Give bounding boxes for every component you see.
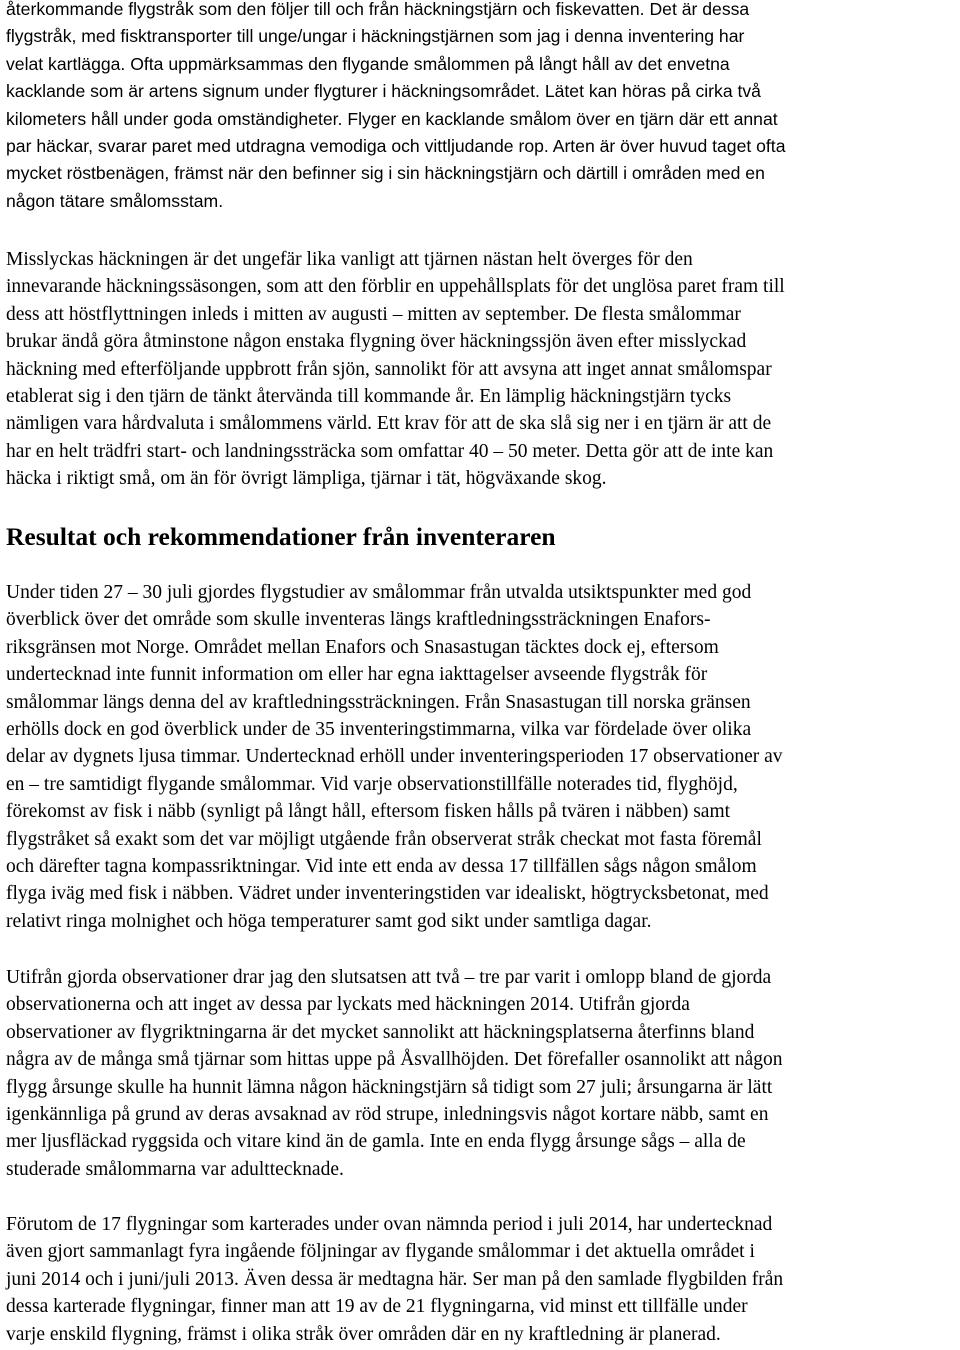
section-heading: Resultat och rekommendationer från inventeraren [6,522,556,551]
text-line: häckning med efterföljande uppbrott från sjön, sannolikt för att avsyna att inget annat smålomspar [6,358,772,380]
text-line: brukar ändå göra åtminstone någon enstaka flygning över häckningssjön även efter misslyckad [6,331,747,353]
text-line: mer ljusfläckad ryggsida och vitare kind än de gamla. Inte en enda flygg årsunge sågs – alla de [6,1131,746,1153]
text-line: en – tre samtidigt flygande smålommar. Vid varje observationstillfälle noterades tid, flyghöjd, [6,773,738,795]
text-line: och därefter tagna kompassriktningar. Vid inte ett enda av dessa 17 tillfällen sågs någon smålom [6,856,757,878]
text-line: smålommar längs denna del av kraftledningssträckningen. Från Snasastugan till norska gränsen [6,691,751,713]
text-line: har en helt trädfri start- och landningssträcka som omfattar 40 – 50 meter. Detta gör att de inte kan [6,440,774,462]
text-line: flygstråket så exakt som det var möjligt utgående från observerat stråk checkat mot fasta föremål [6,828,762,850]
text-line: kacklande som är artens signum under flygturer i häckningsområdet. Lätet kan höras på cirka två [6,81,761,102]
text-line: nämligen vara hårdvaluta i smålommens värld. Ett krav för att de ska slå sig ner i en tjärn är att de [6,413,772,435]
text-line: observationerna och att inget av dessa par lyckats med häckningen 2014. Utifrån gjorda [6,994,690,1016]
text-line: mycket röstbenägen, främst när den befinner sig i sin häckningstjärn och därtill i områden med en [6,163,765,184]
text-line: någon tätare smålomsstam. [6,190,224,211]
text-line: Förutom de 17 flygningar som karterades under ovan nämnda period i juli 2014, har undertecknad [6,1214,773,1235]
paragraph-flight-paths [6,0,951,215]
paragraph-flight-studies [6,579,951,935]
paragraph-additional-flights [6,1211,951,1348]
text-line: även gjort sammanlagt fyra ingående följningar av flygande smålommar i det aktuella området i [6,1241,755,1263]
text-line: juni 2014 och i juni/juli 2013. Även dessa är medtagna här. Ser man på den samlade flygbilden från [6,1268,784,1290]
text-line: delar av dygnets ljusa timmar. Undertecknad erhöll under inventeringsperioden 17 observationer av [6,746,783,768]
text-line: igenkännliga på grund av deras avsaknad av röd strupe, inledningsvis något kortare näbb, samt en [6,1104,769,1126]
text-line: observationer av flygriktningarna är det mycket sannolikt att häckningsplatserna återfinns bland [6,1021,755,1043]
text-line: etablerat sig i den tjärn de tänkt återvända till kommande år. En lämplig häckningstjärn tycks [6,386,732,408]
text-line: varje enskild flygning, främst i olika stråk över områden där en ny kraftledning är planerad. [6,1323,721,1345]
paragraph-conclusions [6,964,951,1183]
text-line: återkommande flygstråk som den följer till och från häckningstjärn och fiskevatten. Det är dessa [6,0,750,19]
text-line: dessa karterade flygningar, finner man att 19 av de 21 flygningarna, vid minst ett tillfälle under [6,1296,748,1318]
text-line: relativt ringa molnighet och höga temperaturer samt god sikt under samtliga dagar. [6,910,652,932]
text-line: flygg årsunge skulle ha hunnit lämna någon häckningstjärn så tidigt som 27 juli; årsungarna är lätt [6,1076,773,1098]
text-line: förekomst av fisk i näbb (synligt på långt håll, eftersom fisken hålls på tvären i näbben) samt [6,801,731,823]
text-line: innevarande häckningssäsongen, som att den förblir en uppehållsplats för det unglösa paret fram till [6,276,785,298]
text-line: par häckar, svarar paret med utdragna vemodiga och vittljudande rop. Arten är över huvud taget ofta [6,136,786,157]
text-line: flygstråk, med fisktransporter till unge/ungar i häckningstjärnen som jag i denna inventering har [6,26,745,47]
text-line: dess att höstflyttningen inleds i mitten av augusti – mitten av september. De flesta smålommar [6,303,741,325]
paragraph-failed-breeding [6,246,951,493]
text-line: några av de många små tjärnar som hittas uppe på Åsvallhöjden. Det förefaller osannolikt att någon [6,1049,783,1071]
text-line: undertecknad inte funnit information om eller har egna iakttagelser avseende flygstråk för [6,664,708,686]
text-line: Under tiden 27 – 30 juli gjordes flygstudier av smålommar från utvalda utsiktspunkter med god [6,582,752,603]
text-line: riksgränsen mot Norge. Området mellan Enafors och Snasastugan täcktes dock ej, eftersom [6,636,719,658]
text-line: velat kartlägga. Ofta uppmärksammas den flygande smålommen på långt håll av det envetna [6,53,730,74]
text-line: Utifrån gjorda observationer drar jag den slutsatsen att två – tre par varit i omlopp bland de gjorda [6,967,772,988]
text-line: studerade smålommarna var adulttecknade. [6,1158,344,1180]
text-line: erhölls dock en god överblick under de 35 inventeringstimmarna, vilka var fördelade över olika [6,719,752,741]
text-line: kilometers håll under goda omständigheter. Flyger en kacklande smålom över en tjärn där ett annat [6,108,778,129]
text-line: häcka i riktigt små, om än för övrigt lämpliga, tjärnar i tät, högväxande skog. [6,468,607,490]
text-line: Misslyckas häckningen är det ungefär lika vanligt att tjärnen nästan helt överges för den [6,249,693,270]
text-line: flyga iväg med fisk i näbben. Vädret under inventeringstiden var idealiskt, högtrycksbetonat, med [6,883,769,905]
text-line: överblick över det område som skulle inventeras längs kraftledningssträckningen Enafors- [6,609,711,631]
